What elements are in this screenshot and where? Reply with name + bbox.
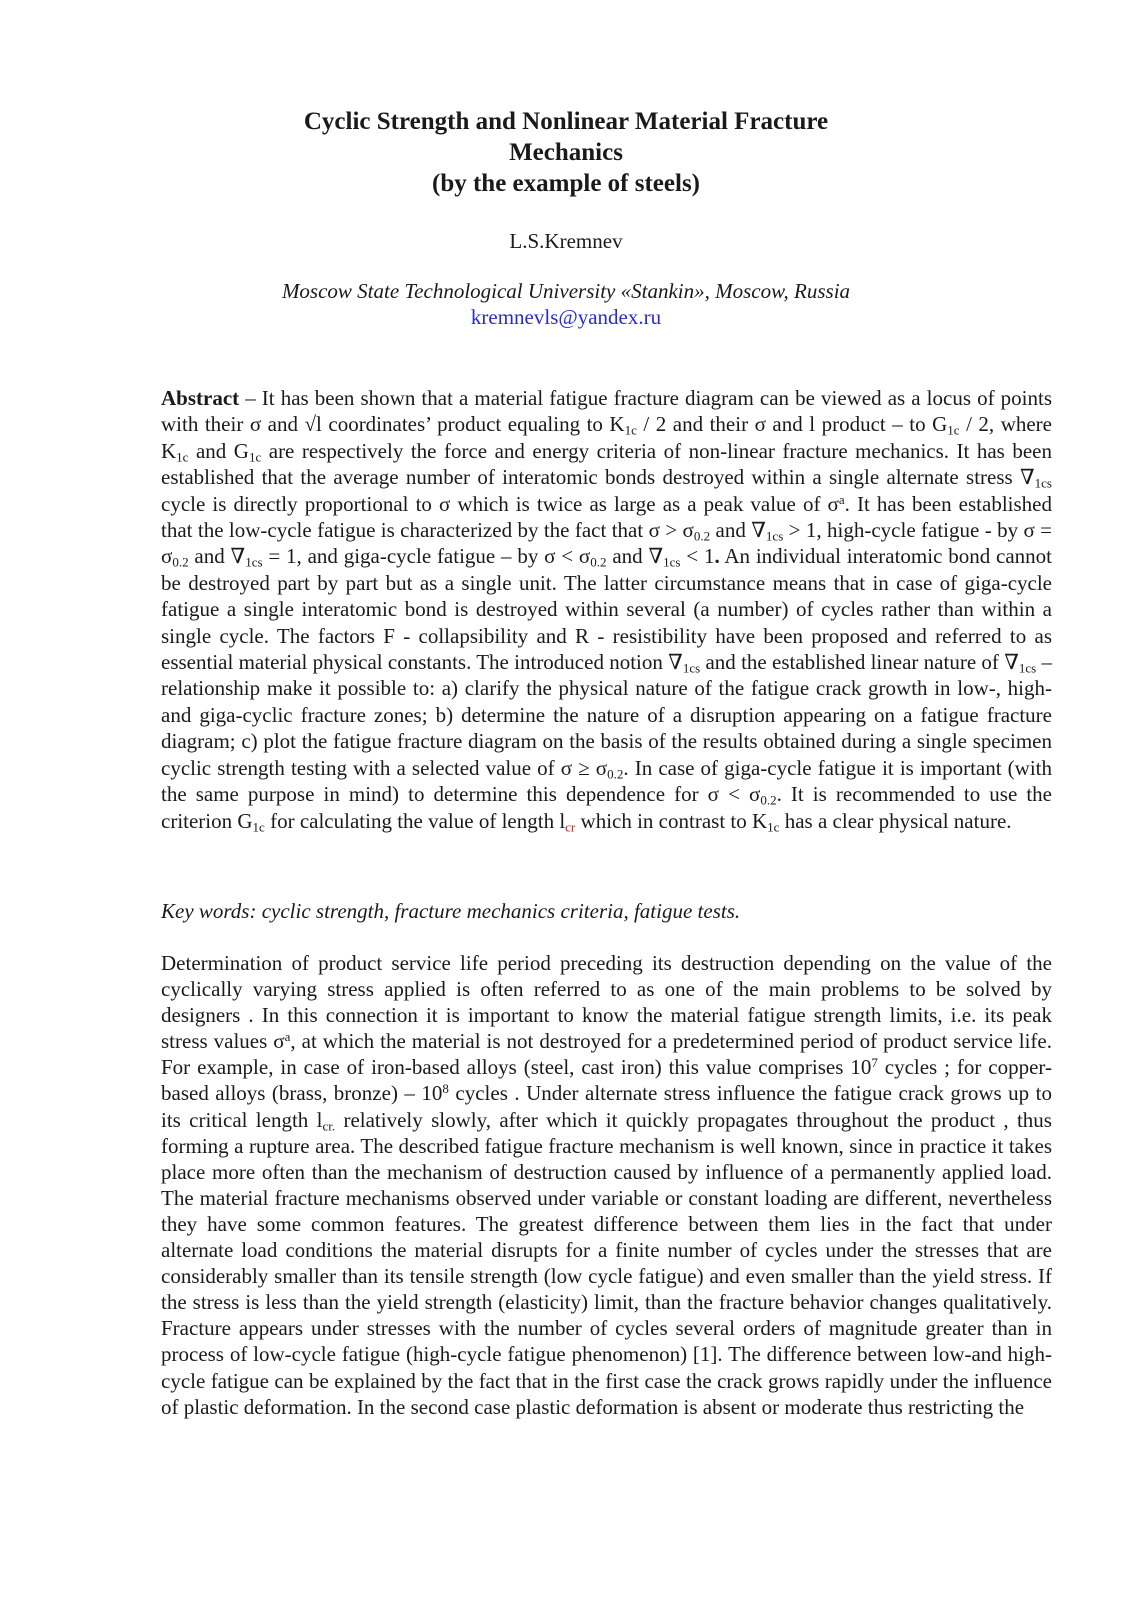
abstract-text: and ∇	[606, 544, 664, 569]
abstract-text: and ∇	[710, 518, 766, 543]
title-line-2: Mechanics	[509, 139, 623, 166]
superscript-a: a	[284, 1029, 291, 1045]
body-text: , at which the material is not destroyed for a predetermined period of product service life. For example, in case of iron-based alloys (steel, cast iron) this value comprises 10	[161, 1029, 1052, 1080]
author-name: L.S.Kremnev	[509, 229, 623, 253]
abstract-text: which in contrast to K	[575, 808, 768, 833]
subscript-02: 0.2	[760, 792, 777, 808]
abstract-text: are respectively the force and energy criteria of non-linear fracture mechanics. It has been established that the average number of interatomic bonds destroyed within a single alternate stress ∇	[161, 438, 1052, 490]
abstract-paragraph	[161, 385, 1052, 834]
abstract-text: < 1	[680, 544, 715, 569]
abstract-text: / 2, where K	[161, 412, 1052, 463]
subscript-1cs: 1cs	[1034, 475, 1052, 491]
abstract-text: and the established linear nature of ∇	[700, 650, 1019, 675]
subscript-1cs: 1cs	[1018, 660, 1037, 676]
abstract-text: cycle is directly proportional to σ which is twice as large as a peak value of σ	[161, 491, 839, 516]
subscript-1c: 1c	[176, 449, 189, 465]
abstract-text: / 2 and their σ and l product – to G	[636, 412, 948, 437]
subscript-02: 0.2	[693, 528, 711, 544]
abstract-text: and ∇	[188, 544, 246, 569]
subscript-1c: 1c	[947, 422, 960, 438]
subscript-1cs: 1cs	[663, 554, 681, 570]
subscript-02: 0.2	[607, 765, 624, 781]
abstract-text: An individual interatomic bond cannot be destroyed part by part but as a single unit. The latter circumstance means that in case of giga-cycle fatigue a single interatomic bond is destroyed within several (a number) of cycles rather than within a single cycle. The factors F - collapsibility and R - resistibility have been proposed and referred to as essential material physical constants. The introduced notion ∇	[161, 544, 1052, 675]
superscript-8: 8	[442, 1081, 449, 1097]
body-text: cycles ; for copper-based alloys (brass, bronze) – 10	[161, 1055, 1052, 1106]
abstract-text: has a clear physical nature.	[779, 808, 1012, 833]
subscript-1cs: 1cs	[682, 660, 701, 676]
subscript-02: 0.2	[590, 554, 607, 570]
institution: Moscow State Technological University «Stankin», Moscow, Russia	[281, 279, 851, 303]
subscript-02: 0.2	[172, 554, 189, 570]
abstract-text: > 1, high-cycle fatigue - by σ = σ	[161, 518, 1053, 569]
subscript-1c: 1c	[248, 449, 262, 465]
body-text: Determination of product service life period preceding its destruction depending on the value of the cyclically varying stress applied is often referred to as one of the main problems to be solved by designers . In this connection it is important to know the material fatigue strength limits, i.e. its peak stress values σ	[161, 951, 1052, 1054]
author-email[interactable]: kremnevls@yandex.ru	[470, 305, 662, 329]
superscript-7: 7	[871, 1055, 878, 1071]
paper-title	[0, 106, 1132, 199]
subscript-cr: cr.	[322, 1117, 336, 1133]
title-line-3: (by the example of steels)	[432, 170, 700, 197]
subscript-1c: 1c	[767, 818, 780, 834]
subscript-1c: 1c	[252, 818, 265, 834]
body-text: relatively slowly, after which it quickly propagates throughout the product , thus forming a rupture area. The described fatigue fracture mechanism is well known, since in practice it takes place more often than the mechanism of destruction caused by influence of a permanently applied load. The material fracture mechanisms observed under variable or constant loading are different, nevertheless they have some common features. The greatest difference between them lies in the fact that under alternate load conditions the material disrupts for a finite number of cycles under the stresses that are considerably smaller than its tensile strength (low cycle fatigue) and even smaller than the yield stress. If the stress is less than the yield strength (elasticity) limit, than the fracture behavior changes qualitatively. Fracture appears under stresses with the number of cycles several orders of magnitude greater than in process of low-cycle fatigue (high-cycle fatigue phenomenon) [1]. The difference between low-and high- cycle fatigue can be explained by the fact that in the first case the crack grows rapidly under the influence of plastic deformation. In the second case plastic deformation is absent or moderate thus restricting the	[161, 1107, 1052, 1419]
abstract-text: . It is recommended to use the criterion G	[161, 782, 1053, 833]
abstract-label: Abstract	[161, 386, 240, 410]
abstract-text: . In case of giga-cycle fatigue it is important (with the same purpose in mind) to determine this dependence for σ < σ	[161, 755, 1053, 807]
abstract-bold-period: .	[714, 544, 720, 569]
subscript-1c: 1c	[624, 422, 637, 438]
abstract-text: for calculating the value of length l	[264, 808, 566, 833]
subscript-cr: cr	[565, 818, 576, 834]
body-text: cycles . Under alternate stress influence the fatigue crack grows up to its critical length l	[161, 1081, 1052, 1132]
title-line-1: Cyclic Strength and Nonlinear Material Fracture	[303, 108, 829, 135]
affiliation	[0, 278, 1132, 330]
body-paragraph	[161, 950, 1052, 1420]
abstract-text: = 1, and giga-cycle fatigue – by σ < σ	[262, 544, 591, 569]
keywords: Key words: cyclic strength, fracture mechanics criteria, fatigue tests.	[161, 899, 741, 923]
abstract-text: and G	[188, 438, 249, 463]
abstract-text: . It has been established that the low-cycle fatigue is characterized by the fact that σ > σ	[161, 491, 1052, 543]
abstract-text: – relationship make it possible to: a) clarify the physical nature of the fatigue crack growth in low-, high- and giga-cyclic fracture zones; b) determine the nature of a disruption appearing on a fatigue fracture diagram; c) plot the fatigue fracture diagram on the basis of the results obtained during a single specimen cyclic strength testing with a selected value of σ ≥ σ	[161, 650, 1052, 780]
subscript-1cs: 1cs	[765, 528, 784, 544]
abstract-text: – It has been shown that a material fatigue fracture diagram can be viewed as a locus of points with their σ and √l coordinates’ product equaling to K	[161, 386, 1052, 437]
subscript-1cs: 1cs	[245, 554, 263, 570]
superscript-a: a	[838, 491, 845, 507]
